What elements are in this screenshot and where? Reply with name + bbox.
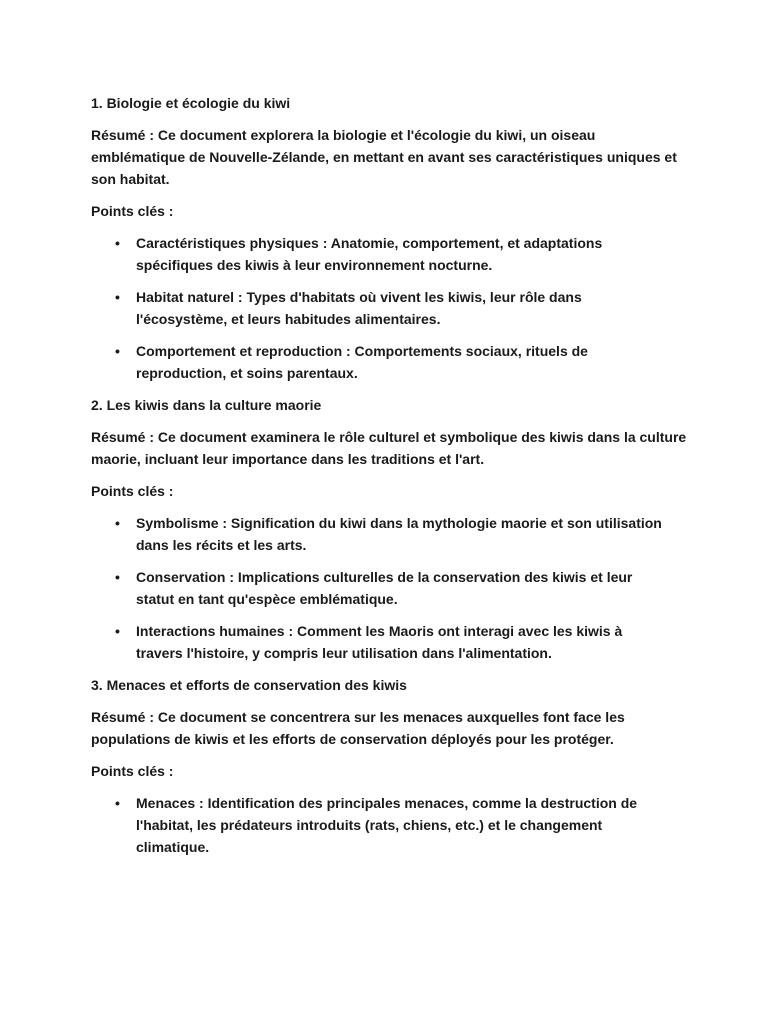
list-item (115, 512, 688, 556)
points-label: Points clés : (91, 483, 174, 499)
section-summary: Résumé : Ce document explorera la biologie et l'écologie du kiwi, un oiseau emblématique de Nouvelle-Zélande, en mettant en avant ses caractéristiques uniques et son habitat. (91, 127, 677, 187)
list-item (115, 792, 688, 858)
points-label: Points clés : (91, 203, 174, 219)
bullet-icon: • (115, 795, 120, 811)
points-label: Points clés : (91, 763, 174, 779)
points-list (91, 792, 688, 858)
list-item-text: Symbolisme : Signification du kiwi dans la mythologie maorie et son utilisation dans les récits et les arts. (136, 515, 662, 553)
list-item (115, 232, 688, 276)
section-summary: Résumé : Ce document se concentrera sur les menaces auxquelles font face les populations de kiwis et les efforts de conservation déployés pour les protéger. (91, 709, 625, 747)
list-item-text: Comportement et reproduction : Comportements sociaux, rituels de reproduction, et soins parentaux. (136, 343, 588, 381)
list-item (115, 286, 688, 330)
section-heading: 1. Biologie et écologie du kiwi (91, 95, 291, 111)
section-heading: 3. Menaces et efforts de conservation des kiwis (91, 677, 407, 693)
list-item-text: Habitat naturel : Types d'habitats où vivent les kiwis, leur rôle dans l'écosystème, et leurs habitudes alimentaires. (136, 289, 582, 327)
section-heading: 2. Les kiwis dans la culture maorie (91, 397, 322, 413)
bullet-icon: • (115, 343, 120, 359)
section-biologie (91, 92, 688, 384)
list-item (115, 620, 688, 664)
section-menaces (91, 674, 688, 858)
points-list (91, 512, 688, 664)
bullet-icon: • (115, 623, 120, 639)
list-item-text: Caractéristiques physiques : Anatomie, comportement, et adaptations spécifiques des kiwis à leur environnement nocturne. (136, 235, 603, 273)
section-summary: Résumé : Ce document examinera le rôle culturel et symbolique des kiwis dans la culture maorie, incluant leur importance dans les traditions et l'art. (91, 429, 687, 467)
bullet-icon: • (115, 235, 120, 251)
section-culture-maorie (91, 394, 688, 664)
list-item-text: Menaces : Identification des principales menaces, comme la destruction de l'habitat, les prédateurs introduits (rats, chiens, etc.) et le changement climatique. (136, 795, 638, 855)
bullet-icon: • (115, 289, 120, 305)
bullet-icon: • (115, 515, 120, 531)
list-item (115, 340, 688, 384)
list-item (115, 566, 688, 610)
bullet-icon: • (115, 569, 120, 585)
list-item-text: Interactions humaines : Comment les Maoris ont interagi avec les kiwis à travers l'histoire, y compris leur utilisation dans l'alimentation. (136, 623, 623, 661)
list-item-text: Conservation : Implications culturelles de la conservation des kiwis et leur statut en tant qu'espèce emblématique. (136, 569, 633, 607)
points-list (91, 232, 688, 384)
